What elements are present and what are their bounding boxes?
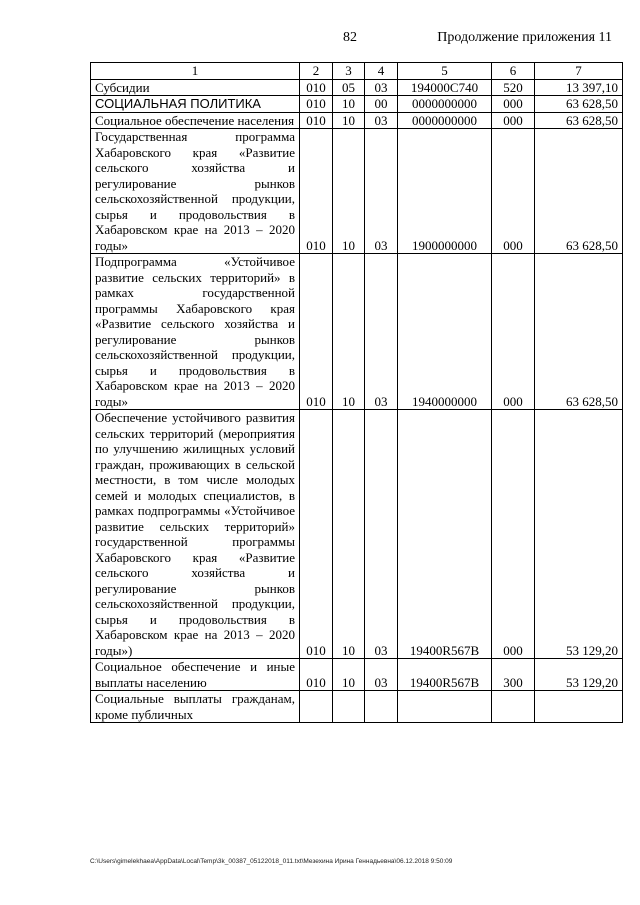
ministry-code [300, 691, 333, 723]
subsection-code: 03 [365, 129, 398, 254]
amount: 53 129,20 [535, 659, 623, 691]
expense-type-code: 000 [492, 254, 535, 410]
target-article-code: 1940000000 [398, 254, 492, 410]
subsection-code: 03 [365, 659, 398, 691]
amount: 53 129,20 [535, 410, 623, 659]
appendix-continuation-label: Продолжение приложения 11 [437, 30, 612, 45]
subsection-code: 03 [365, 410, 398, 659]
target-article-code: 19400R567B [398, 410, 492, 659]
row-name: Социальное обеспечение и иные выплаты населению [91, 659, 300, 691]
row-name: Субсидии [91, 79, 300, 96]
budget-table [90, 62, 623, 723]
amount [535, 691, 623, 723]
row-name: Подпрограмма «Устойчивое развитие сельских территорий» в рамках государственной программы Хабаровского края «Развитие сельского хозяйства и регулирование рынков сельскохозяйственной продукции, сырья и продовольствия в Хабаровском крае на 2013 – 2020 годы» [91, 254, 300, 410]
ministry-code: 010 [300, 659, 333, 691]
subsection-code: 03 [365, 79, 398, 96]
row-name: Обеспечение устойчивого развития сельских территорий (мероприятия по улучшению жилищных условий граждан, проживающих в сельской местности, в том числе молодых семей и молодых специалистов, в рамках подпрограммы «Устойчивое развитие сельских территорий» государственной программы Хабаровского края «Развитие сельского хозяйства и регулирование рынков сельскохозяйственной продукции, сырья и продовольствия в Хабаровском крае на 2013 – 2020 годы») [91, 410, 300, 659]
target-article-code: 194000С740 [398, 79, 492, 96]
expense-type-code [492, 691, 535, 723]
section-code [333, 691, 365, 723]
table-row [91, 79, 623, 96]
table-row [91, 410, 623, 659]
document-footer-path: C:\Users\gimelekhaea\AppData\Local\Temp\3k_00387_05122018_011.txt\Мезехина Ирина Геннадьевна\06.12.2018 9:50:09 [90, 858, 453, 865]
ministry-code: 010 [300, 254, 333, 410]
amount: 63 628,50 [535, 129, 623, 254]
ministry-code: 010 [300, 112, 333, 129]
subsection-code [365, 691, 398, 723]
amount: 63 628,50 [535, 96, 623, 113]
section-code: 10 [333, 129, 365, 254]
row-name: Социальные выплаты гражданам, кроме публичных [91, 691, 300, 723]
column-header: 7 [535, 63, 623, 80]
section-code: 10 [333, 254, 365, 410]
ministry-code: 010 [300, 410, 333, 659]
column-header: 5 [398, 63, 492, 80]
section-code: 10 [333, 410, 365, 659]
target-article-code: 1900000000 [398, 129, 492, 254]
table-row [91, 691, 623, 723]
subsection-code: 00 [365, 96, 398, 113]
section-code: 10 [333, 112, 365, 129]
target-article-code [398, 691, 492, 723]
amount: 63 628,50 [535, 112, 623, 129]
amount: 13 397,10 [535, 79, 623, 96]
expense-type-code: 000 [492, 410, 535, 659]
table-row [91, 659, 623, 691]
ministry-code: 010 [300, 96, 333, 113]
ministry-code: 010 [300, 79, 333, 96]
expense-type-code: 000 [492, 129, 535, 254]
column-header: 6 [492, 63, 535, 80]
row-name: Государственная программа Хабаровского края «Развитие сельского хозяйства и регулирование рынков сельскохозяйственной продукции, сырья и продовольствия в Хабаровском крае на 2013 – 2020 годы» [91, 129, 300, 254]
row-name: Социальное обеспечение населения [91, 112, 300, 129]
section-code: 10 [333, 96, 365, 113]
table-row [91, 96, 623, 113]
page-number: 82 [343, 30, 357, 45]
expense-type-code: 000 [492, 112, 535, 129]
target-article-code: 0000000000 [398, 112, 492, 129]
section-code: 10 [333, 659, 365, 691]
expense-type-code: 000 [492, 96, 535, 113]
table-row [91, 112, 623, 129]
expense-type-code: 520 [492, 79, 535, 96]
target-article-code: 0000000000 [398, 96, 492, 113]
amount: 63 628,50 [535, 254, 623, 410]
section-code: 05 [333, 79, 365, 96]
table-row [91, 254, 623, 410]
column-header: 1 [91, 63, 300, 80]
expense-type-code: 300 [492, 659, 535, 691]
column-header: 2 [300, 63, 333, 80]
subsection-code: 03 [365, 112, 398, 129]
table-row [91, 129, 623, 254]
row-name: СОЦИАЛЬНАЯ ПОЛИТИКА [91, 96, 300, 113]
column-header: 3 [333, 63, 365, 80]
ministry-code: 010 [300, 129, 333, 254]
subsection-code: 03 [365, 254, 398, 410]
table-header-row [91, 63, 623, 80]
column-header: 4 [365, 63, 398, 80]
target-article-code: 19400R567B [398, 659, 492, 691]
